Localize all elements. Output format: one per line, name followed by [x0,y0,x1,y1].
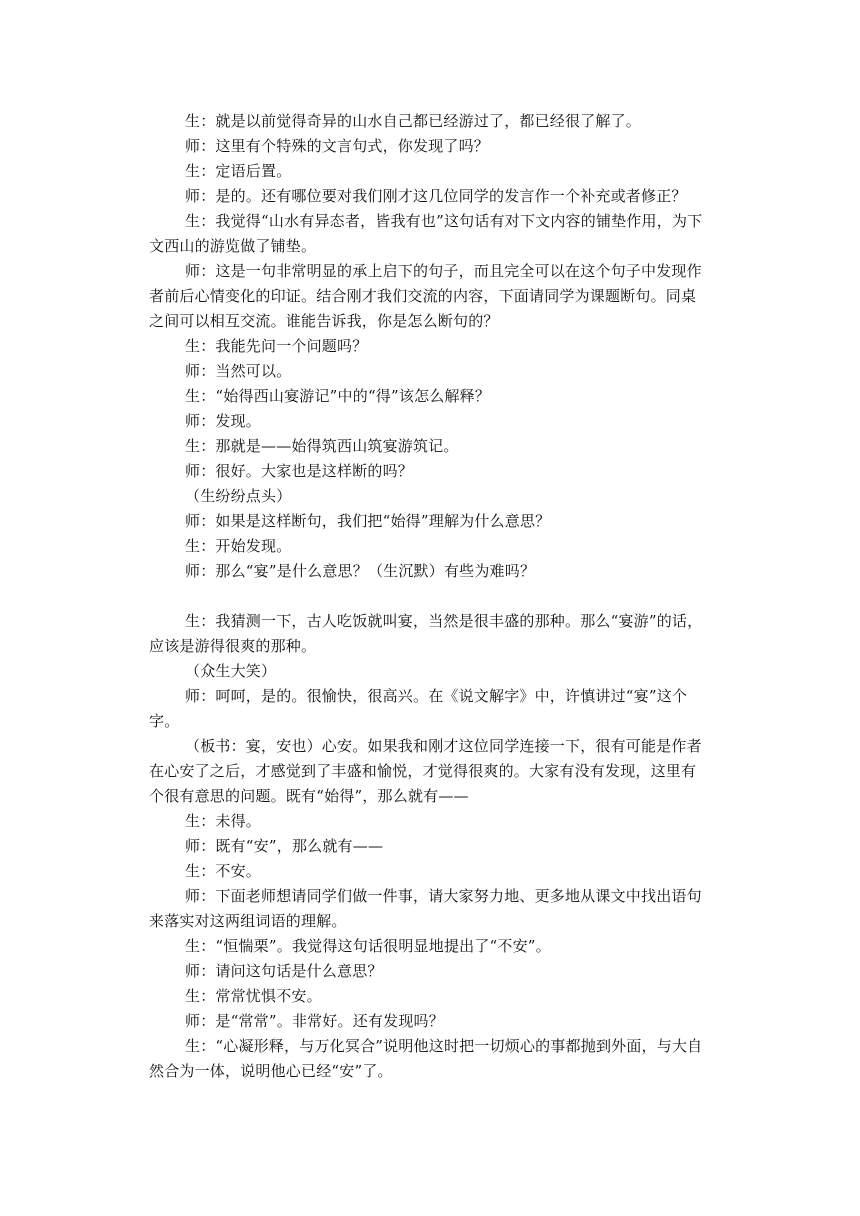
paragraph: 师：那么“宴”是什么意思？（生沉默）有些为难吗？ [185,562,536,580]
paragraph: 生：就是以前觉得奇异的山水自己都已经游过了，都已经很了解了。 [185,112,642,130]
paragraph: （众生大笑） [185,662,277,680]
paragraph: （板书：宴，安也）心安。如果我和刚才这位同学连接一下，很有可能是作者在心安了之后，才感觉到了丰盛和愉悦，才觉得很爽的。大家有没有发现，这里有个很有意思的问题。既有“始得”，那么就有—— [149,737,702,805]
paragraph: 生：未得。 [185,812,262,830]
paragraph: 师：是的。还有哪位要对我们刚才这几位同学的发言作一个补充或者修正？ [185,187,687,205]
paragraph: 师：这是一句非常明显的承上启下的句子，而且完全可以在这个句子中发现作者前后心情变化的印证。结合刚才我们交流的内容，下面请同学为课题断句。同桌之间可以相互交流。谁能告诉我，你是怎么断句的？ [149,262,702,330]
paragraph: （生纷纷点头） [185,487,292,505]
dialogue-text [149,109,711,1084]
paragraph: 师：这里有个特殊的文言句式，你发现了吗？ [185,137,490,155]
paragraph: 师：如果是这样断句，我们把“始得”理解为什么意思？ [185,512,551,530]
paragraph: 师：下面老师想请同学们做一件事，请大家努力地、更多地从课文中找出语句来落实对这两组词语的理解。 [149,887,702,930]
paragraph: 师：既有“安”，那么就有—— [185,837,384,855]
paragraph: 生：“始得西山宴游记”中的“得”该怎么解释？ [185,387,491,405]
paragraph: 师：发现。 [185,412,262,430]
paragraph: 生：“恒惴栗”。我觉得这句话很明显地提出了“不安”。 [185,937,551,955]
paragraph: 生：我觉得“山水有异态者，皆我有也”这句话有对下文内容的铺垫作用，为下文西山的游览做了铺垫。 [149,212,703,255]
paragraph: 师：很好。大家也是这样断的吗？ [185,462,414,480]
paragraph: 生：定语后置。 [185,162,292,180]
paragraph: 生：那就是——始得筑西山筑宴游筑记。 [185,437,459,455]
paragraph: 生：开始发现。 [185,537,292,555]
paragraph: 师：呵呵，是的。很愉快，很高兴。在《说文解字》中，许慎讲过“宴”这个字。 [149,687,688,730]
paragraph: 生：我猜测一下，古人吃饭就叫宴，当然是很丰盛的那种。那么“宴游”的话，应该是游得很爽的那种。 [149,612,703,655]
paragraph: 生：“心凝形释，与万化冥合”说明他这时把一切烦心的事都抛到外面，与大自然合为一体，说明他心已经“安”了。 [149,1037,703,1080]
paragraph: 师：是“常常”。非常好。还有发现吗？ [185,1012,444,1030]
paragraph: 生：不安。 [185,862,262,880]
paragraph: 师：请问这句话是什么意思？ [185,962,383,980]
paragraph: 生：常常忧惧不安。 [185,987,322,1005]
paragraph: 生：我能先问一个问题吗？ [185,337,368,355]
blank-line [149,584,711,609]
paragraph: 师：当然可以。 [185,362,292,380]
